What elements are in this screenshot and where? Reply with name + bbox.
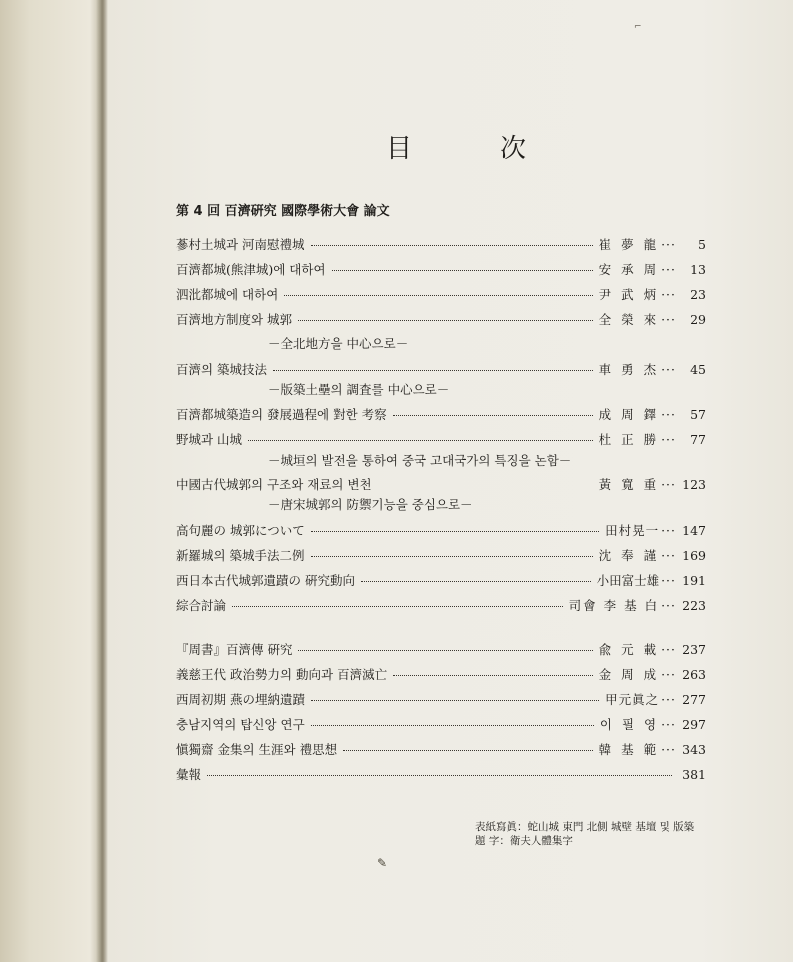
entry-author: 車 勇 杰 bbox=[598, 362, 660, 377]
entry-page: 381 bbox=[682, 767, 706, 782]
toc-entry bbox=[176, 405, 706, 425]
entry-author: 沈 奉 謹 bbox=[598, 548, 660, 563]
toc-entry bbox=[176, 235, 706, 255]
entry-author: 小田富士雄 bbox=[596, 573, 660, 588]
author-dots: ··· bbox=[661, 717, 676, 732]
leader-dots bbox=[284, 295, 592, 296]
leader-dots bbox=[311, 531, 599, 532]
author-dots: ··· bbox=[661, 742, 676, 757]
entry-page: 13 bbox=[690, 262, 706, 277]
entry-author: 尹 武 炳 bbox=[598, 287, 660, 302]
entry-title: 百濟都城(熊津城)에 대하여 bbox=[176, 262, 326, 277]
entry-page: 23 bbox=[690, 287, 706, 302]
toc-entry bbox=[176, 360, 706, 380]
author-dots: ··· bbox=[661, 642, 676, 657]
entry-author: 全 榮 來 bbox=[598, 312, 660, 327]
entry-page: 57 bbox=[690, 407, 706, 422]
author-dots: ··· bbox=[661, 477, 676, 492]
toc-entry bbox=[176, 571, 706, 591]
leader-dots bbox=[207, 775, 672, 776]
entry-subtitle: －版築土壘의 調査를 中心으로－ bbox=[268, 382, 450, 397]
entry-page: 297 bbox=[682, 717, 706, 732]
page-title bbox=[386, 128, 526, 162]
caption-line-photo: 表紙寫眞：蛇山城 東門 北側 城壁 基壇 및 版築 bbox=[475, 821, 695, 833]
toc-entry bbox=[176, 310, 706, 330]
entry-author: 杜 正 勝 bbox=[598, 432, 660, 447]
toc-entry bbox=[176, 596, 706, 616]
entry-page: 147 bbox=[682, 523, 706, 538]
entry-page: 223 bbox=[682, 598, 706, 613]
title-char-1: 目 bbox=[386, 134, 413, 164]
entry-author: 崔 夢 龍 bbox=[598, 237, 660, 252]
entry-author: 兪 元 載 bbox=[598, 642, 660, 657]
entry-title: 彙報 bbox=[176, 767, 202, 782]
toc-entry bbox=[176, 640, 706, 660]
author-dots: ··· bbox=[661, 692, 676, 707]
entry-title: 충남지역의 탑신앙 연구 bbox=[176, 717, 305, 732]
entry-title: 蔘村土城과 河南慰禮城 bbox=[176, 237, 305, 252]
entry-page: 277 bbox=[682, 692, 706, 707]
author-dots: ··· bbox=[661, 362, 676, 377]
entry-title: 野城과 山城 bbox=[176, 432, 243, 447]
toc-entry bbox=[176, 285, 706, 305]
author-dots: ··· bbox=[661, 262, 676, 277]
paper-speck: ⌐ bbox=[634, 22, 642, 32]
entry-author: 成 周 鐸 bbox=[598, 407, 660, 422]
entry-title: 西周初期 燕の埋納遺蹟 bbox=[176, 692, 305, 707]
leader-dots bbox=[232, 606, 563, 607]
toc-entry bbox=[176, 475, 706, 495]
toc-entry bbox=[176, 430, 706, 450]
toc-entry bbox=[176, 546, 706, 566]
entry-title: 『周書』百濟傳 硏究 bbox=[176, 642, 293, 657]
entry-author: 金 周 成 bbox=[598, 667, 660, 682]
leader-dots bbox=[311, 556, 593, 557]
author-dots: ··· bbox=[661, 237, 676, 252]
author-dots: ··· bbox=[661, 287, 676, 302]
leader-dots bbox=[343, 750, 593, 751]
toc-entry bbox=[176, 690, 706, 710]
toc-entry bbox=[176, 765, 706, 785]
entry-page: 5 bbox=[698, 237, 706, 252]
entry-page: 29 bbox=[690, 312, 706, 327]
leader-dots bbox=[311, 700, 599, 701]
entry-subtitle: －全北地方을 中心으로－ bbox=[268, 336, 409, 351]
author-dots: ··· bbox=[661, 667, 676, 682]
entry-author: 黃 寬 重 bbox=[598, 477, 660, 492]
author-dots: ··· bbox=[661, 312, 676, 327]
entry-title: 中國古代城郭의 구조와 재료의 변천 bbox=[176, 477, 372, 492]
leader-dots bbox=[332, 270, 593, 271]
toc-entry bbox=[176, 260, 706, 280]
toc-entry bbox=[176, 521, 706, 541]
entry-title: 西日本古代城郭遺蹟の 硏究動向 bbox=[176, 573, 355, 588]
entry-title: 百濟地方制度와 城郭 bbox=[176, 312, 293, 327]
entry-page: 263 bbox=[682, 667, 706, 682]
entry-title: 綜合討論 bbox=[176, 598, 227, 613]
entry-author: 田村晃一 bbox=[605, 523, 660, 538]
toc-entry bbox=[176, 740, 706, 760]
entry-page: 191 bbox=[682, 573, 706, 588]
author-dots: ··· bbox=[661, 548, 676, 563]
entry-page: 45 bbox=[690, 362, 706, 377]
author-dots: ··· bbox=[661, 407, 676, 422]
entry-title: 新羅城의 築城手法二例 bbox=[176, 548, 305, 563]
entry-page: 237 bbox=[682, 642, 706, 657]
entry-author: 이 필 영 bbox=[599, 717, 660, 732]
cover-caption bbox=[475, 820, 694, 848]
leader-dots bbox=[361, 581, 591, 582]
entry-title: 百濟의 築城技法 bbox=[176, 362, 268, 377]
author-dots: ··· bbox=[661, 432, 676, 447]
author-dots: ··· bbox=[661, 573, 676, 588]
entry-author: 韓 基 範 bbox=[598, 742, 660, 757]
entry-page: 77 bbox=[690, 432, 706, 447]
entry-title: 愼獨齋 金集의 生涯와 禮思想 bbox=[176, 742, 338, 757]
author-dots: ··· bbox=[661, 598, 676, 613]
entry-author: 甲元眞之 bbox=[605, 692, 660, 707]
leader-dots bbox=[298, 650, 592, 651]
caption-line-title-lettering: 題 字：衛夫人體集字 bbox=[475, 835, 573, 847]
entry-title: 義慈王代 政治勢力의 動向과 百濟滅亡 bbox=[176, 667, 388, 682]
entry-author: 安 承 周 bbox=[598, 262, 660, 277]
title-char-2: 次 bbox=[499, 134, 526, 164]
entry-page: 169 bbox=[682, 548, 706, 563]
leader-dots bbox=[393, 415, 593, 416]
author-dots: ··· bbox=[661, 523, 676, 538]
entry-title: 百濟都城築造의 發展過程에 對한 考察 bbox=[176, 407, 387, 422]
leader-dots bbox=[273, 370, 593, 371]
entry-subtitle: －唐宋城郭의 防禦기능을 중심으로－ bbox=[268, 497, 473, 512]
book-spine-shadow bbox=[96, 0, 108, 962]
entry-subtitle: －城垣의 발전을 통하여 중국 고대국가의 특징을 논함－ bbox=[268, 453, 572, 468]
leader-dots bbox=[298, 320, 593, 321]
leader-dots bbox=[311, 245, 593, 246]
entry-page: 123 bbox=[682, 477, 706, 492]
leader-dots bbox=[311, 725, 594, 726]
leader-dots bbox=[248, 440, 593, 441]
toc-entry bbox=[176, 665, 706, 685]
paper-speck: ✎ bbox=[377, 856, 388, 870]
section-heading: 第 4 回 百濟硏究 國際學術大會 論文 bbox=[176, 204, 390, 219]
entry-title: 泗沘都城에 대하여 bbox=[176, 287, 279, 302]
toc-entry bbox=[176, 715, 706, 735]
entry-page: 343 bbox=[682, 742, 706, 757]
leader-dots bbox=[393, 675, 593, 676]
entry-title: 高句麗の 城郭について bbox=[176, 523, 305, 538]
entry-author: 司會 李 基 白 bbox=[568, 598, 660, 613]
